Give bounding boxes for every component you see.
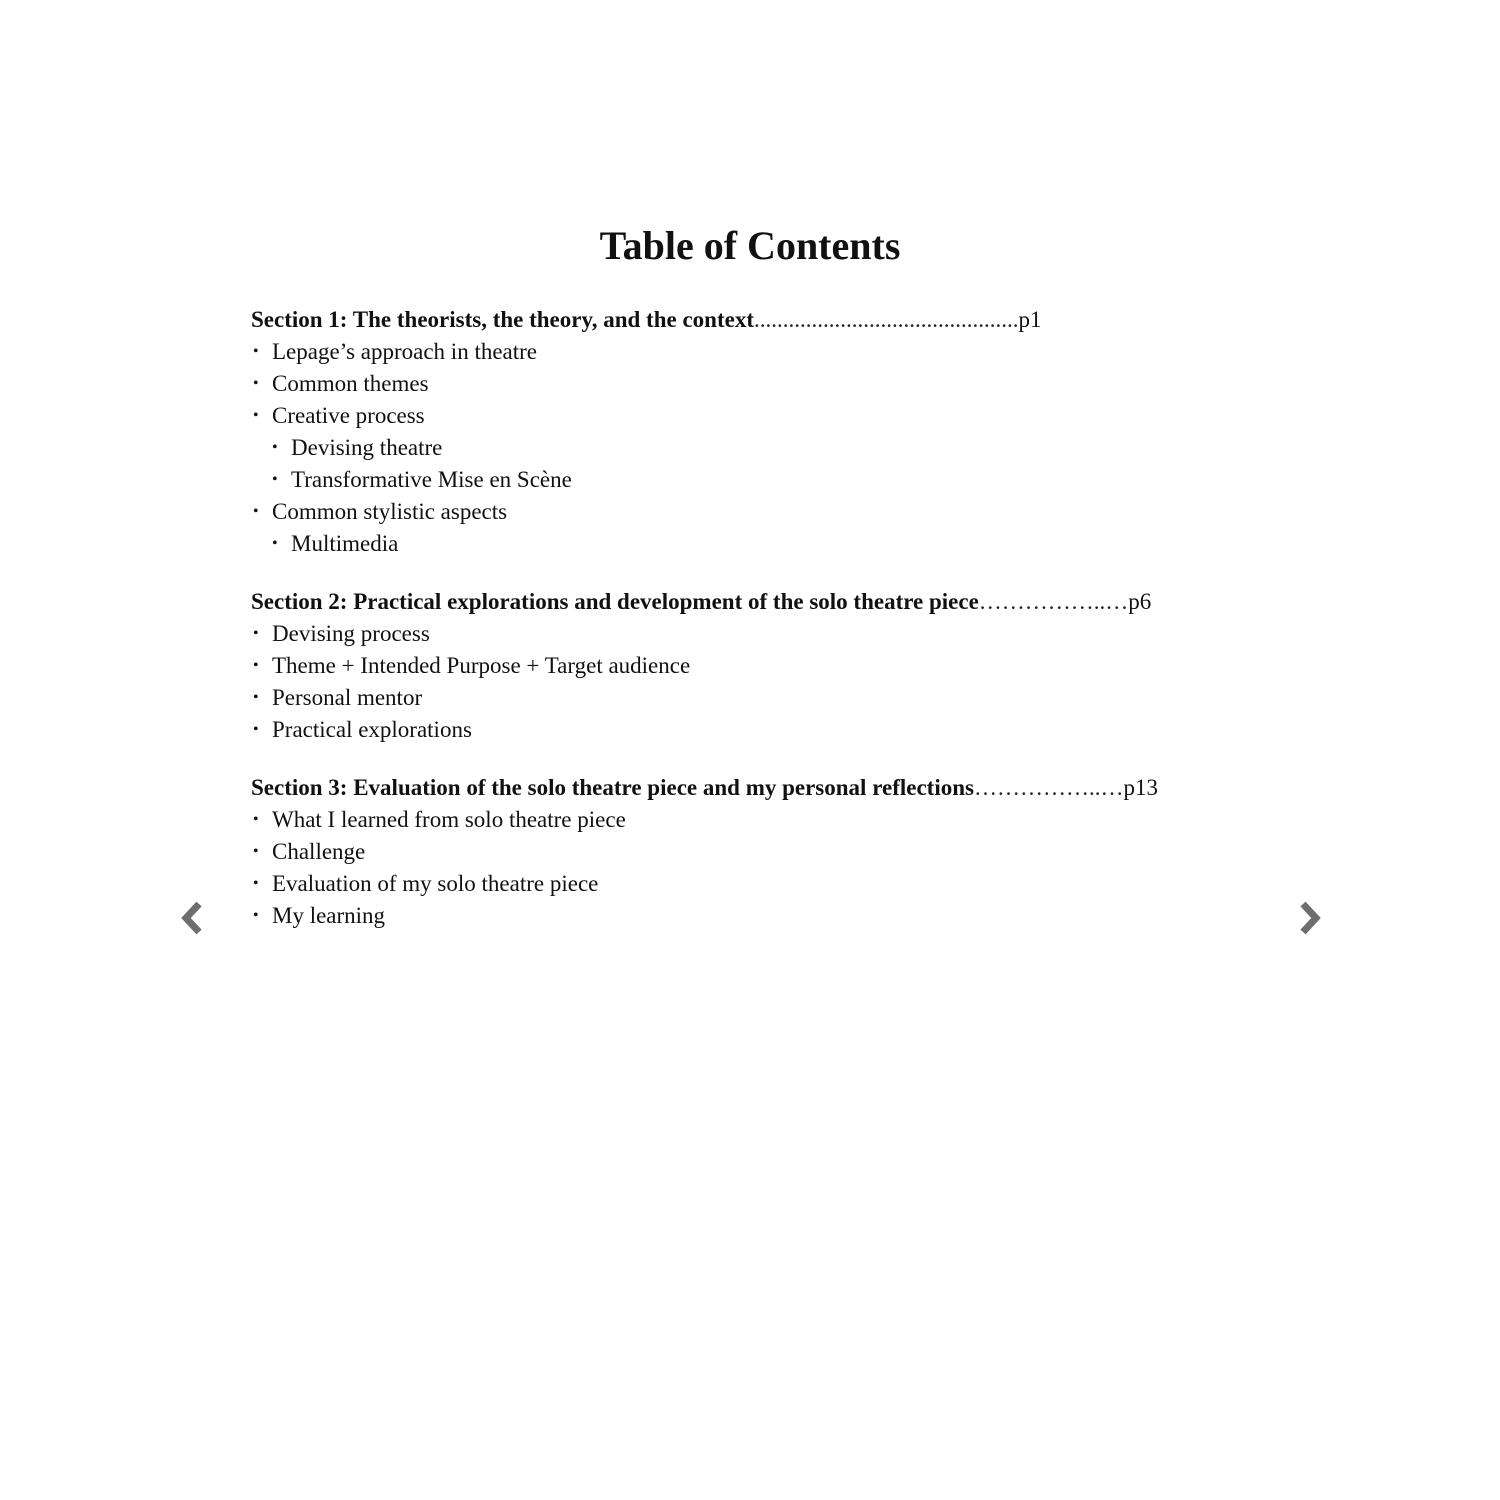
item-label: Devising theatre bbox=[291, 435, 443, 460]
item-label: Practical explorations bbox=[272, 717, 472, 742]
section-items bbox=[251, 804, 1251, 932]
section-title: Section 1: The theorists, the theory, and the context bbox=[251, 307, 754, 332]
previous-page-button[interactable] bbox=[172, 898, 212, 938]
list-item bbox=[251, 400, 1251, 432]
list-subitem bbox=[251, 528, 1251, 560]
bullet-icon: • bbox=[253, 657, 259, 674]
list-subitem bbox=[251, 464, 1251, 496]
list-item bbox=[251, 682, 1251, 714]
bullet-icon: • bbox=[253, 343, 259, 360]
section-title: Section 2: Practical explorations and development of the solo theatre piece bbox=[251, 589, 979, 614]
list-item bbox=[251, 368, 1251, 400]
bullet-icon: • bbox=[253, 407, 259, 424]
dot-leader: .............................................. bbox=[753, 307, 1019, 332]
item-label: Theme + Intended Purpose + Target audience bbox=[272, 653, 691, 678]
dot-leader: ……………..… bbox=[973, 775, 1124, 800]
bullet-icon: • bbox=[272, 471, 278, 488]
list-item bbox=[251, 336, 1251, 368]
section-heading bbox=[251, 304, 1251, 336]
list-item bbox=[251, 804, 1251, 836]
page-number: p6 bbox=[1128, 589, 1152, 614]
item-label: Creative process bbox=[272, 403, 425, 428]
item-label: Lepage’s approach in theatre bbox=[272, 339, 538, 364]
next-page-button[interactable] bbox=[1290, 898, 1330, 938]
section-items bbox=[251, 336, 1251, 560]
bullet-icon: • bbox=[253, 907, 259, 924]
bullet-icon: • bbox=[253, 503, 259, 520]
toc-section-3 bbox=[251, 772, 1251, 932]
list-item bbox=[251, 650, 1251, 682]
section-heading bbox=[251, 586, 1251, 618]
list-item bbox=[251, 496, 1251, 528]
item-label: Transformative Mise en Scène bbox=[291, 467, 572, 492]
page-number: p1 bbox=[1018, 307, 1042, 332]
bullet-icon: • bbox=[253, 721, 259, 738]
bullet-icon: • bbox=[253, 375, 259, 392]
section-title: Section 3: Evaluation of the solo theatre piece and my personal reflections bbox=[251, 775, 974, 800]
item-label: Devising process bbox=[272, 621, 430, 646]
page-title: Table of Contents bbox=[599, 223, 901, 268]
bullet-icon: • bbox=[272, 439, 278, 456]
list-item bbox=[251, 836, 1251, 868]
bullet-icon: • bbox=[253, 875, 259, 892]
bullet-icon: • bbox=[253, 625, 259, 642]
chevron-right-icon bbox=[1295, 900, 1325, 936]
bullet-icon: • bbox=[253, 843, 259, 860]
bullet-icon: • bbox=[253, 811, 259, 828]
list-item bbox=[251, 900, 1251, 932]
item-label: What I learned from solo theatre piece bbox=[272, 807, 626, 832]
list-item bbox=[251, 618, 1251, 650]
item-label: Challenge bbox=[272, 839, 366, 864]
item-label: Personal mentor bbox=[272, 685, 423, 710]
section-items bbox=[251, 618, 1251, 746]
section-heading bbox=[251, 772, 1251, 804]
bullet-icon: • bbox=[272, 535, 278, 552]
list-item bbox=[251, 714, 1251, 746]
item-label: Multimedia bbox=[291, 531, 399, 556]
toc-section-2 bbox=[251, 586, 1251, 746]
item-label: My learning bbox=[272, 903, 386, 928]
chevron-left-icon bbox=[177, 900, 207, 936]
list-item bbox=[251, 868, 1251, 900]
item-label: Common themes bbox=[272, 371, 429, 396]
toc-section-1 bbox=[251, 304, 1251, 560]
list-subitem bbox=[251, 432, 1251, 464]
item-label: Evaluation of my solo theatre piece bbox=[272, 871, 599, 896]
page-number: p13 bbox=[1123, 775, 1158, 800]
table-of-contents bbox=[251, 304, 1251, 958]
item-label: Common stylistic aspects bbox=[272, 499, 508, 524]
bullet-icon: • bbox=[253, 689, 259, 706]
dot-leader: ……………..… bbox=[978, 589, 1129, 614]
